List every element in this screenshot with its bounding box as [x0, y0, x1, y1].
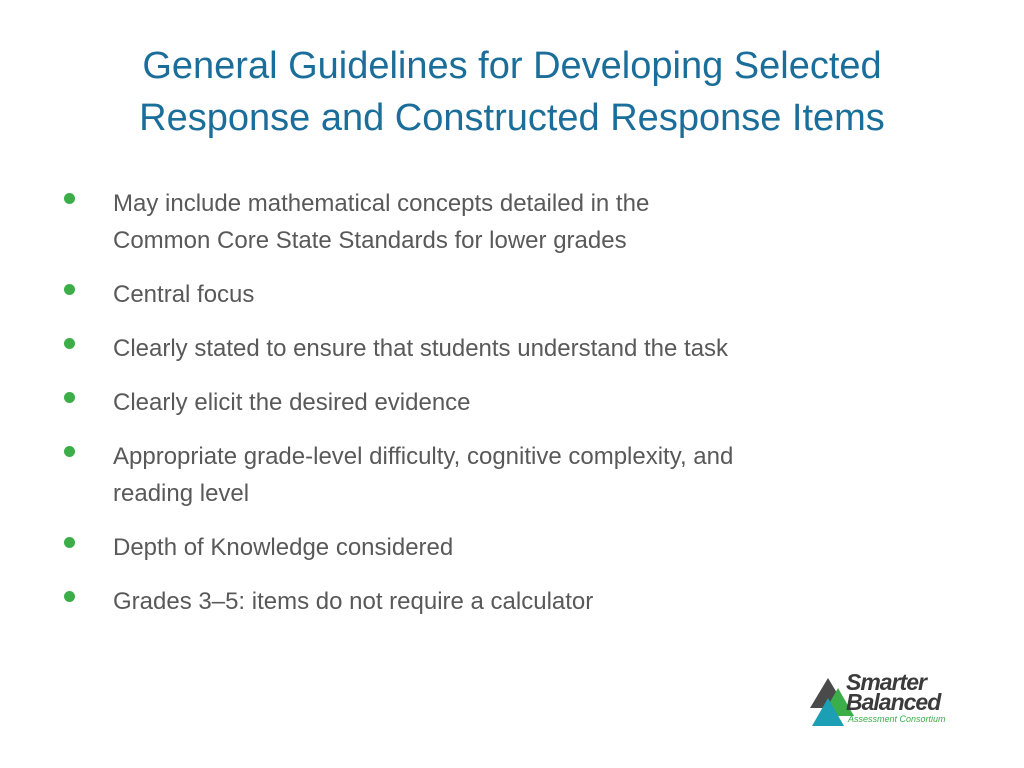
- bullet-line: May include mathematical concepts detailed in the: [113, 190, 650, 217]
- logo-subtitle: Assessment Consortium: [848, 714, 946, 724]
- logo-word-balanced: Balanced: [846, 689, 941, 715]
- bullet-item-5: [62, 438, 892, 512]
- slide-title-line-2: Response and Constructed Response Items: [139, 97, 885, 139]
- bullet-line: Appropriate grade-level difficulty, cognitive complexity, and: [113, 443, 734, 470]
- bullet-line: Common Core State Standards for lower grades: [113, 227, 627, 254]
- bullet-icon: [64, 591, 75, 602]
- bullet-line: Clearly elicit the desired evidence: [113, 389, 471, 416]
- bullet-text: [113, 438, 892, 512]
- bullet-line: Depth of Knowledge considered: [113, 534, 454, 561]
- bullet-icon: [64, 193, 75, 204]
- bullet-text: [113, 330, 892, 367]
- smarter-balanced-logo: [810, 668, 990, 732]
- bullet-text: [113, 384, 892, 421]
- bullet-icon: [64, 338, 75, 349]
- slide-title: [60, 40, 964, 144]
- bullet-text: [113, 185, 892, 259]
- bullet-item-3: [62, 330, 892, 367]
- bullet-line: Grades 3–5: items do not require a calculator: [113, 588, 594, 615]
- bullet-item-1: [62, 185, 892, 259]
- bullet-line: Clearly stated to ensure that students understand the task: [113, 335, 729, 362]
- bullet-icon: [64, 392, 75, 403]
- logo-word-smarter: Smarter: [846, 669, 926, 695]
- bullet-item-7: [62, 583, 892, 620]
- bullet-icon: [64, 446, 75, 457]
- slide-title-line-1: General Guidelines for Developing Selected: [142, 45, 882, 87]
- bullet-list: [62, 185, 892, 637]
- bullet-icon: [64, 537, 75, 548]
- bullet-text: [113, 276, 892, 313]
- bullet-item-4: [62, 384, 892, 421]
- bullet-item-6: [62, 529, 892, 566]
- bullet-icon: [64, 284, 75, 295]
- bullet-line: Central focus: [113, 281, 255, 308]
- bullet-item-2: [62, 276, 892, 313]
- bullet-text: [113, 583, 892, 620]
- bullet-text: [113, 529, 892, 566]
- bullet-line: reading level: [113, 480, 250, 507]
